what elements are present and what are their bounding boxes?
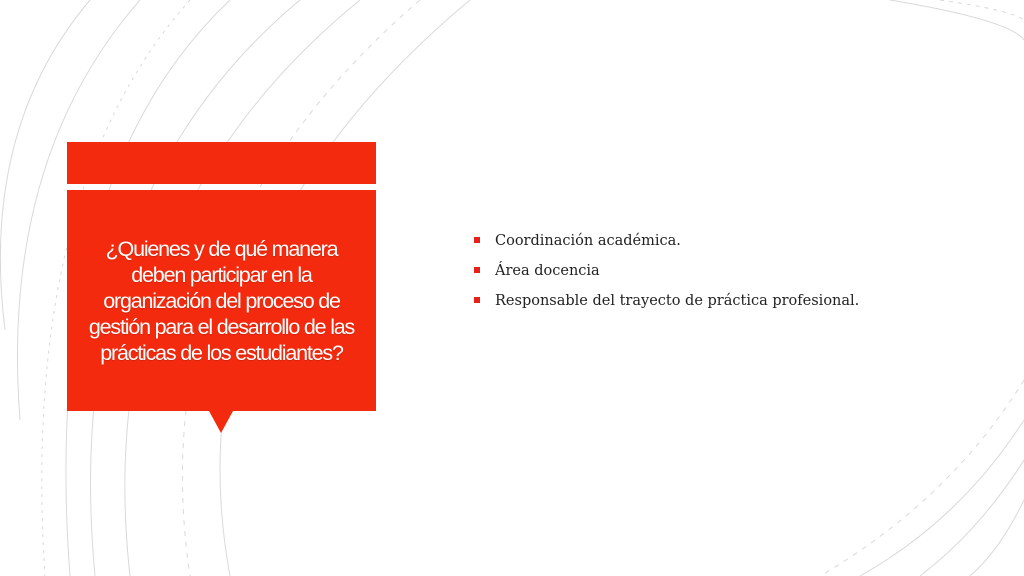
square-bullet-icon <box>474 237 480 243</box>
square-bullet-icon <box>474 267 480 273</box>
list-item-text: Área docencia <box>495 263 600 279</box>
list-item-text: Responsable del trayecto de práctica profesional. <box>495 293 860 309</box>
list-item <box>474 226 859 256</box>
title-header-strip <box>67 142 376 184</box>
title-box <box>67 190 376 411</box>
square-bullet-icon <box>474 297 480 303</box>
list-item <box>474 256 859 286</box>
slide-title: ¿Quienes y de qué manera deben participar en la organización del proceso de gestión para el desarrollo de las prácticas de los estudiantes? <box>88 236 355 365</box>
bullet-list <box>474 226 859 316</box>
list-item-text: Coordinación académica. <box>495 233 681 249</box>
title-box-pointer <box>209 411 233 433</box>
list-item <box>474 286 859 316</box>
